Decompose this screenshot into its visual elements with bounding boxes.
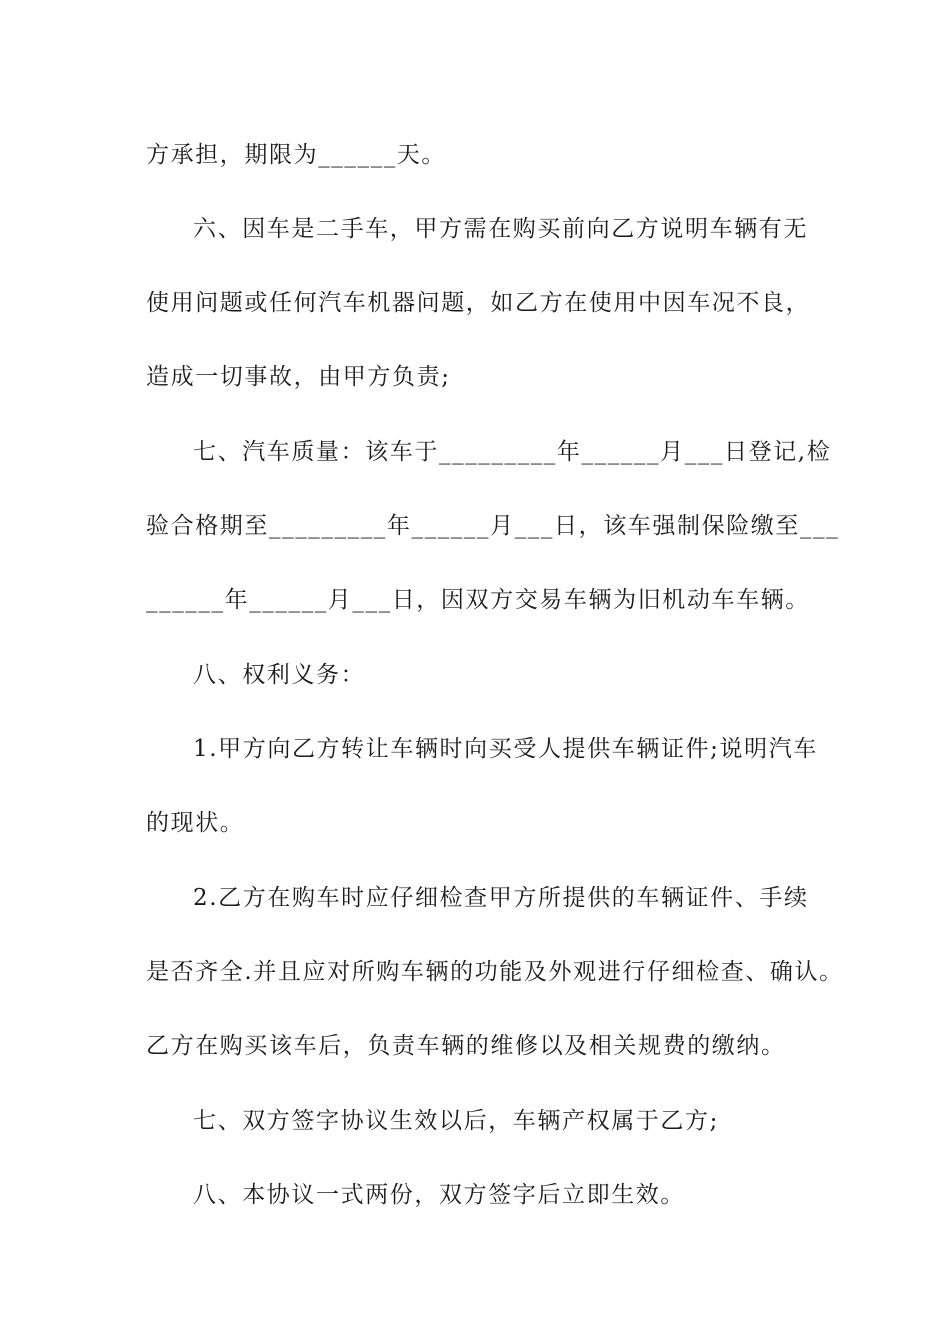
clause-eight-heading: 八、权利义务：	[193, 662, 366, 688]
text-line: 乙方在购买该车后，负责车辆的维修以及相关规费的缴纳。	[146, 1033, 786, 1059]
clause-seven-effect-line: 七、双方签字协议生效以后，车辆产权属于乙方;	[193, 1108, 719, 1134]
text-line: 方承担，期限为______天。	[146, 142, 446, 168]
clause-eight-copies-line: 八、本协议一式两份，双方签字后立即生效。	[193, 1182, 685, 1208]
item-one-line: 1.甲方向乙方转让车辆时向买受人提供车辆证件;说明汽车	[193, 736, 818, 762]
clause-six-line: 六、因车是二手车，甲方需在购买前向乙方说明车辆有无	[193, 216, 808, 242]
text-line: 造成一切事故，由甲方负责;	[146, 364, 451, 390]
text-line: ______年______月___日，因双方交易车辆为旧机动车车辆。	[146, 587, 810, 613]
text-line: 验合格期至_________年______月___日，该车强制保险缴至___	[146, 513, 840, 539]
text-line: 的现状。	[146, 810, 245, 836]
clause-seven-line: 七、汽车质量：该车于_________年______月___日登记,检	[193, 439, 832, 465]
text-line: 是否齐全.并且应对所购车辆的功能及外观进行仔细检查、确认。	[146, 959, 844, 985]
text-line: 使用问题或任何汽车机器问题，如乙方在使用中因车况不良，	[146, 290, 811, 316]
item-two-line: 2.乙方在购车时应仔细检查甲方所提供的车辆证件、手续	[193, 885, 809, 911]
